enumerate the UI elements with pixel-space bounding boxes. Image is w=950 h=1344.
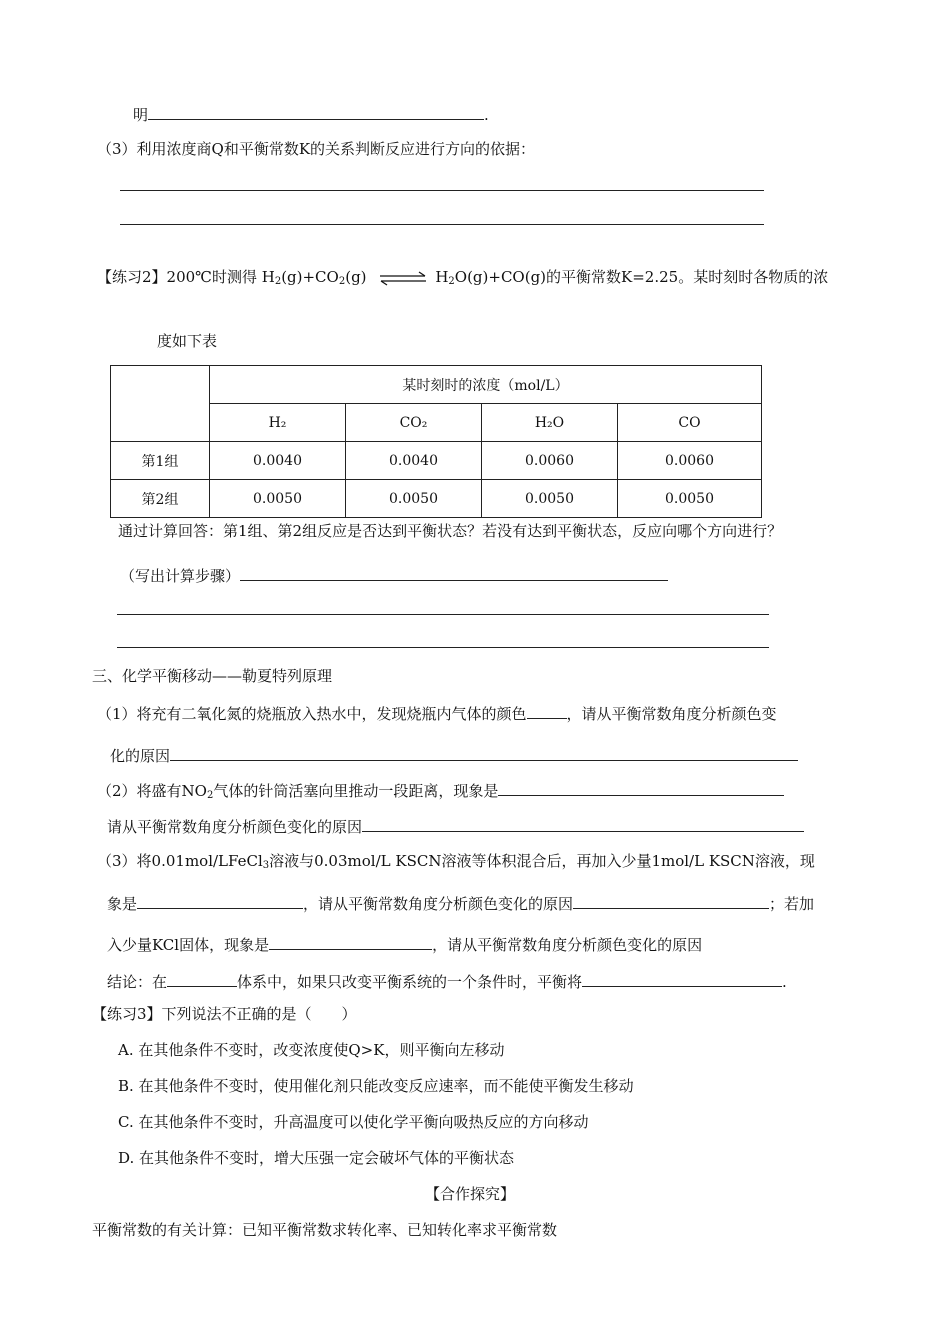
table-cell: 0.0050: [482, 480, 618, 518]
q2-text-a: （2）将盛有NO: [97, 782, 207, 800]
sec3-q2-line-2: [107, 815, 804, 837]
option-b[interactable]: B. 在其他条件不变时，使用催化剂只能改变反应速率，而不能使平衡发生移动: [118, 1077, 634, 1095]
q2-tail-line: [133, 103, 489, 125]
answer-blank[interactable]: [498, 779, 784, 796]
answer-blank[interactable]: [573, 892, 769, 909]
col-header: H₂: [210, 404, 346, 442]
q3-prompt: （3）利用浓度商Q和平衡常数K的关系判断反应进行方向的依据：: [97, 140, 536, 158]
ex2-text-b: (g)+CO: [281, 268, 339, 286]
q2-tail-text: 明: [133, 106, 149, 124]
ex2-line-2: 度如下表: [157, 332, 218, 350]
q3-text-d: ，请从平衡常数角度分析颜色变化的原因: [303, 895, 574, 913]
ex2-text-d: H: [435, 268, 449, 286]
answer-line[interactable]: [120, 190, 764, 191]
col-header: CO₂: [346, 404, 482, 442]
sub-2: 2: [206, 790, 214, 801]
conclusion-line: [107, 970, 787, 992]
sub-2: 2: [448, 276, 455, 287]
sub-3: 3: [262, 860, 270, 871]
col-header: H₂O: [482, 404, 618, 442]
sec3-q1-line-2: [110, 744, 798, 766]
table-cell: 0.0050: [618, 480, 762, 518]
answer-blank[interactable]: [167, 970, 237, 987]
table-row: [111, 442, 762, 480]
sec3-q1-line: [97, 702, 777, 724]
answer-line[interactable]: [117, 614, 769, 615]
table-cell: 0.0040: [346, 442, 482, 480]
q2-end: .: [484, 106, 489, 124]
ex2-text-e: O(g)+CO(g)的平衡常数K=2.25。某时刻时各物质的浓: [454, 268, 829, 286]
ex2-question: 通过计算回答：第1组、第2组反应是否达到平衡状态？若没有达到平衡状态，反应向哪个方向进行？: [118, 522, 783, 540]
answer-blank[interactable]: [240, 564, 668, 581]
sec3-q2-line: [97, 779, 784, 801]
section-3-title: 三、化学平衡移动——勒夏特列原理: [92, 667, 333, 685]
ex2-text-a: 200℃时测得 H: [166, 268, 275, 286]
answer-blank[interactable]: [362, 815, 804, 832]
option-c[interactable]: C. 在其他条件不变时，升高温度可以使化学平衡向吸热反应的方向移动: [118, 1113, 589, 1131]
sec3-q3-line-3: [107, 933, 702, 955]
ex2-steps-label: （写出计算步骤）: [120, 567, 241, 585]
answer-blank[interactable]: [148, 103, 484, 120]
table-cell: 0.0060: [618, 442, 762, 480]
concl-text-b: 体系中，如果只改变平衡系统的一个条件时，平衡将: [237, 973, 583, 991]
q3-text-b: 溶液与0.03mol/L KSCN溶液等体积混合后，再加入少量1mol/L KSCN溶液，现: [269, 852, 815, 870]
q2-text-c: 请从平衡常数角度分析颜色变化的原因: [107, 818, 363, 836]
exercise-2-label: 【练习2】: [97, 268, 167, 286]
answer-line[interactable]: [120, 224, 764, 225]
row-label: 第1组: [111, 442, 210, 480]
exercise-2-line: [97, 267, 828, 288]
sec3-q3-line-2: [107, 892, 814, 914]
q1-text-b: ，请从平衡常数角度分析颜色变: [566, 705, 777, 723]
concl-text-a: 结论：在: [107, 973, 168, 991]
table-row: [111, 480, 762, 518]
sub-2: 2: [338, 276, 346, 287]
row-label: 第2组: [111, 480, 210, 518]
q1-text-a: （1）将充有二氧化氮的烧瓶放入热水中，发现烧瓶内气体的颜色: [97, 705, 527, 723]
concentration-table: [110, 365, 762, 518]
ex2-steps-line: [120, 564, 668, 586]
answer-line[interactable]: [117, 647, 769, 648]
q3-text-g: ，请从平衡常数角度分析颜色变化的原因: [432, 936, 703, 954]
table-header: 某时刻时的浓度（mol/L）: [210, 366, 762, 404]
coop-heading: 【合作探究】: [425, 1185, 516, 1203]
table-cell: 0.0050: [210, 480, 346, 518]
q3-text-c: 象是: [107, 895, 138, 913]
q1-text-c: 化的原因: [110, 747, 171, 765]
table-corner: [111, 366, 210, 442]
table-cell: 0.0050: [346, 480, 482, 518]
col-header: CO: [618, 404, 762, 442]
answer-blank[interactable]: [527, 702, 567, 719]
answer-blank[interactable]: [269, 933, 432, 950]
q3-text-e: ；若加: [769, 895, 815, 913]
sec3-q3-line: [97, 851, 815, 871]
exercise-3-title: 【练习3】下列说法不正确的是（ ）: [92, 1005, 357, 1023]
option-a[interactable]: A. 在其他条件不变时，改变浓度使Q>K，则平衡向左移动: [118, 1041, 505, 1059]
table-cell: 0.0060: [482, 442, 618, 480]
equilibrium-arrow-icon: [379, 268, 427, 288]
sub-2: 2: [274, 276, 282, 287]
q2-text-b: 气体的针筒活塞向里推动一段距离，现象是: [213, 782, 499, 800]
option-d[interactable]: D. 在其他条件不变时，增大压强一定会破坏气体的平衡状态: [118, 1149, 515, 1167]
q3-text-f: 入少量KCl固体，现象是: [107, 936, 270, 954]
concl-text-c: .: [782, 973, 787, 991]
q3-text-a: （3）将0.01mol/LFeCl: [97, 852, 263, 870]
table-cell: 0.0040: [210, 442, 346, 480]
answer-blank[interactable]: [582, 970, 782, 987]
answer-blank[interactable]: [170, 744, 798, 761]
ex2-text-c: (g): [345, 268, 367, 286]
answer-blank[interactable]: [137, 892, 303, 909]
coop-text: 平衡常数的有关计算：已知平衡常数求转化率、已知转化率求平衡常数: [92, 1221, 558, 1239]
